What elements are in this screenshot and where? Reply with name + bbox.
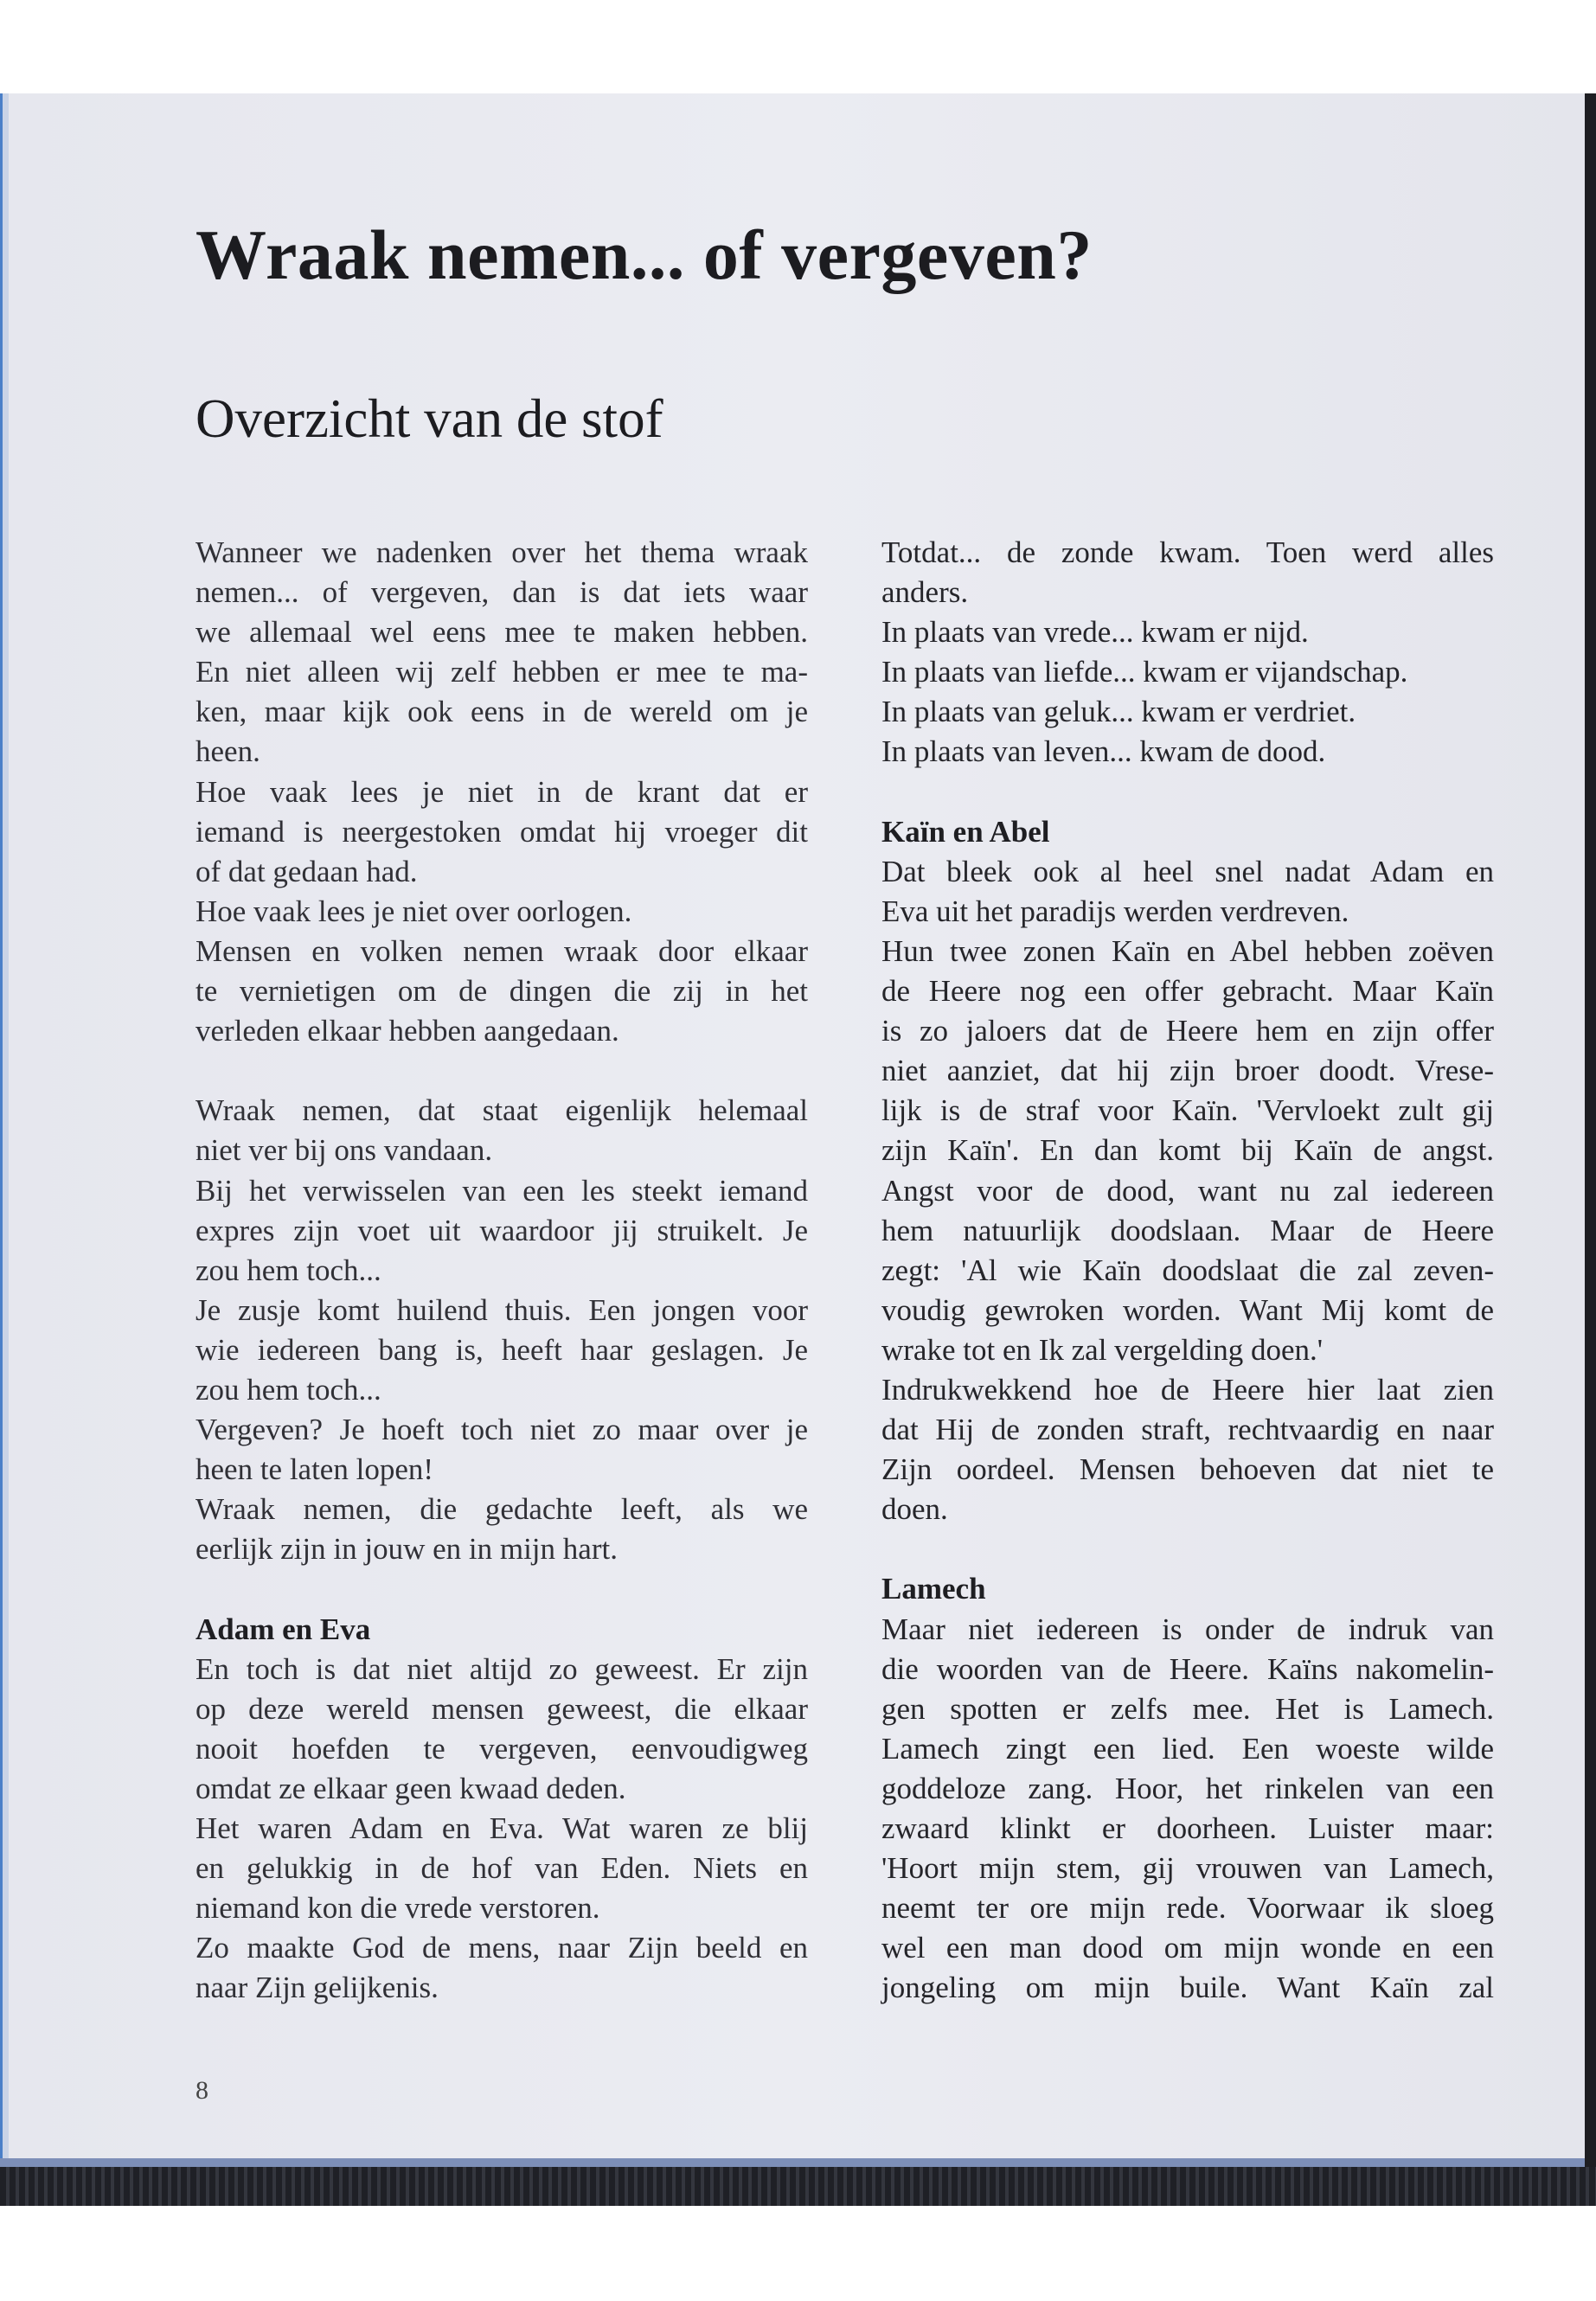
- text-line: In plaats van vrede... kwam er nijd.: [881, 615, 1309, 650]
- text-line: niemand kon die vrede verstoren.: [195, 1891, 600, 1926]
- text-line: Angst voor de dood, want nu zal iedereen: [881, 1173, 1494, 1208]
- scan-bottom-margin: [0, 2206, 1596, 2301]
- left-column: [195, 533, 808, 2008]
- paragraph: [881, 852, 1494, 932]
- page-number: 8: [195, 2076, 208, 2105]
- heading-text: Lamech: [881, 1572, 986, 1606]
- text-line: anders.: [881, 575, 969, 610]
- paragraph-spacer: [881, 1529, 1494, 1569]
- section-heading: [195, 1610, 808, 1650]
- page-left-edge: [0, 93, 9, 2204]
- text-line: Je zusje komt huilend thuis. Een jongen voor: [195, 1292, 808, 1327]
- text-line: op deze wereld mensen geweest, die elkaar: [195, 1691, 808, 1726]
- text-line: Wraak nemen, die gedachte leeft, als we: [195, 1492, 808, 1527]
- text-line: lijk is de straf voor Kaïn. 'Vervloekt zult gij: [881, 1093, 1494, 1128]
- text-line: En toch is dat niet altijd zo geweest. Er zijn: [195, 1651, 808, 1686]
- text-line: Het waren Adam en Eva. Wat waren ze blij: [195, 1811, 808, 1845]
- paragraph: [881, 932, 1494, 1370]
- paragraph: [195, 1490, 808, 1569]
- text-line: eerlijk zijn in jouw en in mijn hart.: [195, 1532, 618, 1567]
- text-line: Indrukwekkend hoe de Heere hier laat zien: [881, 1372, 1494, 1407]
- text-line: Dat bleek ook al heel snel nadat Adam en: [881, 854, 1494, 888]
- text-line: Totdat... de zonde kwam. Toen werd alles: [881, 535, 1494, 569]
- text-line: te vernietigen om de dingen die zij in het: [195, 974, 808, 1009]
- text-line: Bij het verwisselen van een les steekt iemand: [195, 1173, 808, 1208]
- heading-text: Adam en Eva: [195, 1612, 371, 1646]
- text-line: en gelukkig in de hof van Eden. Niets en: [195, 1851, 808, 1886]
- text-line: In plaats van liefde... kwam er vijandschap.: [881, 655, 1408, 689]
- text-line: jongeling om mijn buile. Want Kaïn zal: [881, 1971, 1494, 2005]
- text-line: goddeloze zang. Hoor, het rinkelen van een: [881, 1771, 1494, 1805]
- text-line: Wraak nemen, dat staat eigenlijk helemaal: [195, 1093, 808, 1128]
- text-line: of dat gedaan had.: [195, 854, 418, 888]
- text-line: expres zijn voet uit waardoor jij struikelt. Je: [195, 1213, 808, 1247]
- text-line: Vergeven? Je hoeft toch niet zo maar over je: [195, 1413, 808, 1447]
- paragraph-spacer: [881, 772, 1494, 812]
- text-line: wie iedereen bang is, heeft haar geslagen. Je: [195, 1332, 808, 1367]
- text-line: zijn Kaïn'. En dan komt bij Kaïn de angst.: [881, 1133, 1494, 1168]
- text-line: Mensen en volken nemen wraak door elkaar: [195, 933, 808, 968]
- text-line: is zo jaloers dat de Heere hem en zijn offer: [881, 1014, 1494, 1048]
- text-line: zou hem toch...: [195, 1253, 381, 1287]
- paragraph: [195, 772, 808, 892]
- text-line: heen te laten lopen!: [195, 1452, 434, 1487]
- text-line: die woorden van de Heere. Kaïns nakomelin-: [881, 1651, 1494, 1686]
- text-line: omdat ze elkaar geen kwaad deden.: [195, 1771, 626, 1805]
- paragraph: [195, 1291, 808, 1410]
- text-line: iemand is neergestoken omdat hij vroeger dit: [195, 814, 808, 849]
- text-line: Hoe vaak lees je niet over oorlogen.: [195, 894, 632, 928]
- section-heading: [881, 1569, 1494, 1609]
- paragraph: [195, 1809, 808, 1928]
- right-column: [881, 533, 1494, 2008]
- text-line: Zijn oordeel. Mensen behoeven dat niet te: [881, 1452, 1494, 1487]
- page-bottom-edge: [0, 2158, 1585, 2167]
- text-line: ken, maar kijk ook eens in de wereld om je: [195, 695, 808, 729]
- text-line: niet ver bij ons vandaan.: [195, 1133, 493, 1168]
- text-line: Lamech zingt een lied. Een woeste wilde: [881, 1731, 1494, 1766]
- paragraph: [881, 1370, 1494, 1529]
- text-line: wrake tot en Ik zal vergelding doen.': [881, 1332, 1324, 1367]
- text-line: niet aanziet, dat hij zijn broer doodt. Vrese-: [881, 1054, 1494, 1088]
- text-line: zou hem toch...: [195, 1372, 381, 1407]
- text-line: zwaard klinkt er doorheen. Luister maar:: [881, 1811, 1494, 1845]
- paragraph: [195, 533, 808, 772]
- text-line: In plaats van geluk... kwam er verdriet.: [881, 695, 1356, 729]
- text-line: verleden elkaar hebben aangedaan.: [195, 1014, 619, 1048]
- scan-top-margin: [0, 0, 1596, 93]
- text-line: voudig gewroken worden. Want Mij komt de: [881, 1292, 1494, 1327]
- text-line: hem natuurlijk doodslaan. Maar de Heere: [881, 1213, 1494, 1247]
- page-title: Wraak nemen... of vergeven?: [195, 215, 1093, 294]
- section-heading: [881, 812, 1494, 852]
- text-line: Wanneer we nadenken over het thema wraak: [195, 535, 808, 569]
- text-line: In plaats van leven... kwam de dood.: [881, 734, 1326, 769]
- paragraph: [195, 1171, 808, 1291]
- paragraph: [195, 1091, 808, 1170]
- section-subtitle: Overzicht van de stof: [195, 388, 663, 449]
- text-line: Hoe vaak lees je niet in de krant dat er: [195, 774, 808, 809]
- paragraph: [881, 1610, 1494, 2009]
- paragraph-spacer: [195, 1569, 808, 1609]
- paragraph: [881, 533, 1494, 612]
- book-spine-band: [0, 2167, 1596, 2206]
- text-line: En niet alleen wij zelf hebben er mee te ma-: [195, 655, 808, 689]
- paragraph: [195, 932, 808, 1051]
- paragraph: [881, 692, 1494, 732]
- text-line: doen.: [881, 1492, 948, 1527]
- text-line: naar Zijn gelijkenis.: [195, 1971, 439, 2005]
- paragraph: [195, 1650, 808, 1809]
- paragraph: [195, 1410, 808, 1490]
- text-line: zegt: 'Al wie Kaïn doodslaat die zal zeven-: [881, 1253, 1494, 1287]
- text-line: nooit hoefden te vergeven, eenvoudigweg: [195, 1731, 808, 1766]
- paragraph: [195, 892, 808, 932]
- text-line: we allemaal wel eens mee te maken hebben.: [195, 615, 808, 650]
- text-line: Maar niet iedereen is onder de indruk van: [881, 1612, 1494, 1646]
- text-line: wel een man dood om mijn wonde en een: [881, 1931, 1494, 1965]
- text-line: Hun twee zonen Kaïn en Abel hebben zoëven: [881, 933, 1494, 968]
- paragraph: [881, 612, 1494, 652]
- text-line: gen spotten er zelfs mee. Het is Lamech.: [881, 1691, 1494, 1726]
- text-line: dat Hij de zonden straft, rechtvaardig en naar: [881, 1413, 1494, 1447]
- paragraph-spacer: [195, 1051, 808, 1091]
- paragraph: [881, 732, 1494, 772]
- text-line: Zo maakte God de mens, naar Zijn beeld en: [195, 1931, 808, 1965]
- heading-text: Kaïn en Abel: [881, 814, 1050, 849]
- text-line: 'Hoort mijn stem, gij vrouwen van Lamech,: [881, 1851, 1494, 1886]
- page-right-edge: [1585, 93, 1596, 2204]
- text-line: de Heere nog een offer gebracht. Maar Kaïn: [881, 974, 1494, 1009]
- text-line: nemen... of vergeven, dan is dat iets waar: [195, 575, 808, 610]
- text-line: neemt ter ore mijn rede. Voorwaar ik sloeg: [881, 1891, 1494, 1926]
- text-line: Eva uit het paradijs werden verdreven.: [881, 894, 1349, 928]
- paragraph: [195, 1928, 808, 2008]
- paragraph: [881, 652, 1494, 692]
- text-line: heen.: [195, 734, 260, 769]
